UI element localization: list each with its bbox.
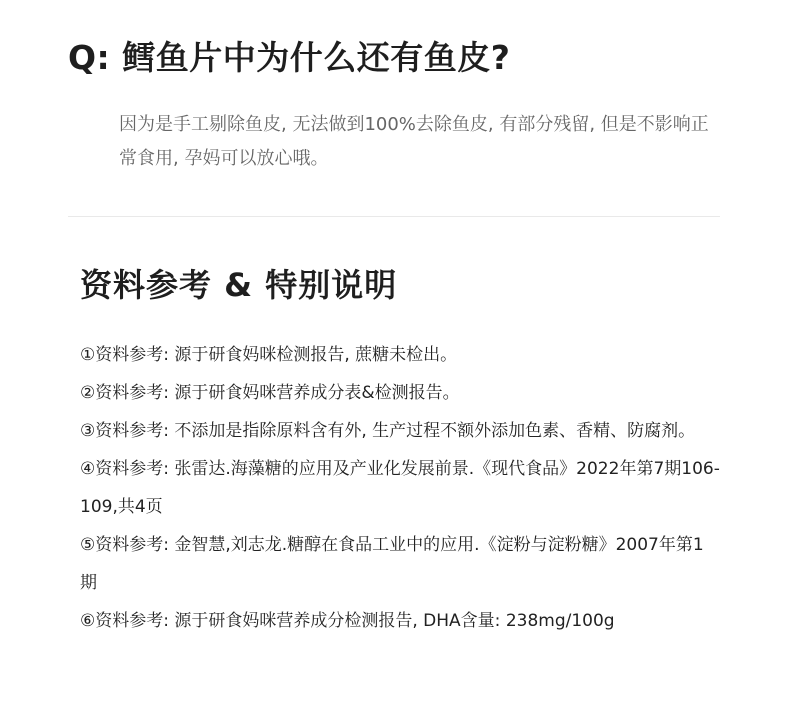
references-list <box>80 336 720 640</box>
reference-item-5: ⑤资料参考: 金智慧,刘志龙.糖醇在食品工业中的应用.《淀粉与淀粉糖》2007年第1期 <box>80 535 704 593</box>
faq-answer: 因为是手工剔除鱼皮, 无法做到100%去除鱼皮, 有部分残留, 但是不影响正常食用, 孕妈可以放心哦。 <box>119 114 709 169</box>
reference-item-4: ④资料参考: 张雷达.海藻糖的应用及产业化发展前景.《现代食品》2022年第7期106-109,共4页 <box>80 459 720 517</box>
faq-section <box>68 34 728 169</box>
references-title: 资料参考 & 特别说明 <box>80 266 398 304</box>
section-divider <box>68 216 720 217</box>
reference-item-1: ①资料参考: 源于研食妈咪检测报告, 蔗糖未检出。 <box>80 345 458 365</box>
reference-item-2: ②资料参考: 源于研食妈咪营养成分表&检测报告。 <box>80 383 460 403</box>
reference-item-6: ⑥资料参考: 源于研食妈咪营养成分检测报告, DHA含量: 238mg/100g <box>80 611 615 631</box>
faq-question: Q: 鳕鱼片中为什么还有鱼皮? <box>68 38 511 77</box>
reference-item-3: ③资料参考: 不添加是指除原料含有外, 生产过程不额外添加色素、香精、防腐剂。 <box>80 421 696 441</box>
